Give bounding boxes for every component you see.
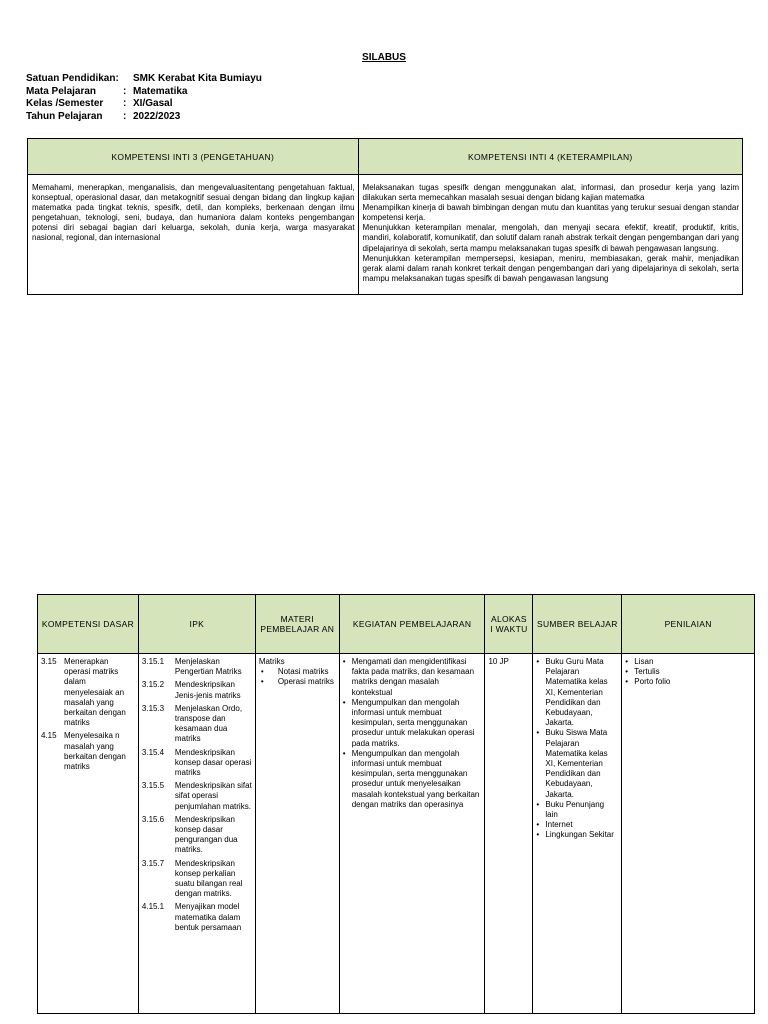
ki4-paragraph: Menampilkan kinerja di bawah bimbingan dengan mutu dan kuantitas yang terukur sesuai dengan standar kompetensi kerja.: [362, 203, 739, 223]
kegiatan-item: [343, 698, 482, 749]
bullet-icon: •: [536, 830, 540, 840]
ipk-number: 3.15.2: [141, 680, 165, 690]
sumber-item: [536, 800, 618, 820]
bullet-icon: •: [260, 677, 264, 687]
kompetensi-inti-table: [27, 138, 743, 295]
kd-number: 4.15: [41, 731, 57, 741]
meta-key: Mata Pelajaran: [26, 85, 97, 97]
bullet-icon: •: [625, 667, 629, 677]
penilaian-list: [625, 657, 751, 688]
sumber-item: [536, 728, 618, 799]
header-kegiatan: KEGIATAN PEMBELAJARAN: [339, 595, 485, 654]
bullet-icon: •: [260, 667, 264, 677]
meta-value: SMK Kerabat Kita Bumiayu: [133, 73, 262, 84]
penilaian-text: Tertulis: [634, 667, 660, 677]
ipk-item: [142, 859, 252, 900]
sumber-text: Internet: [545, 820, 573, 830]
ki4-paragraph: Melaksanakan tugas spesifk dengan menggunakan alat, informasi, dan prosedur kerja yang lazim dilakukan serta memecahkan masalah sesuai dengan bidang kajian matematka: [362, 183, 739, 203]
ipk-number: 4.15.1: [141, 902, 165, 912]
ipk-item: [142, 680, 252, 700]
document-meta: [26, 73, 262, 123]
document-title: SILABUS: [362, 52, 406, 63]
ipk-number: 3.15.1: [141, 657, 165, 666]
meta-colon: :: [123, 110, 127, 122]
alokasi-cell: [485, 654, 533, 1014]
header-alokasi: ALOKAS I WAKTU: [485, 595, 533, 654]
header-materi: MATERI PEMBELAJAR AN: [255, 595, 339, 654]
kegiatan-text: Mengamati dan mengidentifikasi fakta pada matriks, dan kesamaan matriks dengan masalah kontekstual: [351, 657, 475, 697]
penilaian-item: [625, 667, 751, 677]
meta-row-mapel: [26, 86, 262, 99]
kegiatan-text: Mengumpulkan dan mengolah informasi untuk membuat kesimpulan, serta menggunakan prosedur untuk menyelesaikan masalah kontekstual yang berkaitan dengan matriks dan operasinya: [351, 748, 480, 809]
ipk-number: 3.15.6: [141, 814, 165, 824]
ipk-item: [142, 704, 252, 745]
meta-colon: [123, 73, 133, 86]
kd-item: [41, 657, 135, 728]
materi-list: [259, 667, 336, 687]
header-kompetensi-dasar: KOMPETENSI DASAR: [38, 595, 139, 654]
kd-number: 3.15: [41, 657, 57, 666]
meta-colon: :: [123, 98, 127, 109]
ipk-item: [142, 657, 252, 677]
sumber-item: [536, 830, 618, 840]
ki4-paragraph: Menunjukkan keterampilan mempersepsi, kesiapan, meniru, membiasakan, gerak mahir, menjadikan gerak alami dalam ranah konkret terkait dengan pengembangan dari yang dipelajarinya di sekolah, serta mampu melaksanakan tugas spesifk di bawah pengawasan langsung: [362, 253, 739, 283]
ipk-text: Menjelaskan Ordo, transpose dan kesamaan dua matriks: [174, 703, 243, 744]
meta-value: 2022/2023: [133, 110, 181, 122]
ipk-cell: [138, 654, 255, 1014]
alokasi-value: 10 JP: [488, 657, 509, 666]
kd-cell: [38, 654, 139, 1014]
ki4-cell: [358, 175, 742, 295]
sumber-cell: [533, 654, 622, 1014]
ki3-cell: [28, 175, 359, 295]
meta-key: Kelas /Semester: [26, 98, 104, 109]
ipk-text: Mendeskripsikan konsep dasar operasi matriks: [174, 747, 252, 778]
bullet-icon: •: [536, 820, 540, 830]
ki4-paragraph: Menunjukkan keterampilan menalar, mengolah, dan menyaji secara efektif, kreatif, produktif, kritis, mandiri, kolaboratif, komunikatif, dan solutif dalam ranah abstrak terkait dengan pengembangan dari yang dipelajarinya di sekolah, serta mampu melaksanakan tugas spesifk di bawah pengawasan langsung.: [362, 223, 739, 253]
penilaian-text: Porto folio: [634, 677, 671, 687]
header-penilaian: PENILAIAN: [622, 595, 755, 654]
materi-item: [259, 667, 336, 677]
ipk-item: [142, 781, 252, 812]
sumber-text: Buku Guru Mata Pelajaran Matematika kelas XI, Kementerian Pendidikan dan Kebudayaan, Jakarta.: [545, 657, 608, 728]
bullet-icon: •: [625, 657, 629, 666]
materi-item: [259, 677, 336, 687]
ipk-text: Menyajikan model matematika dalam bentuk persamaan: [174, 902, 242, 932]
kd-item: [41, 731, 135, 772]
kegiatan-item: [343, 749, 482, 810]
penilaian-item: [625, 677, 751, 687]
kegiatan-item: [343, 657, 482, 698]
kd-text: Menerapkan operasi matriks dalam menyelesaiak an masalah yang berkaitan dengan matriks: [64, 657, 126, 728]
ipk-number: 3.15.4: [141, 747, 165, 757]
materi-item-text: Operasi matriks: [277, 677, 334, 687]
meta-row-kelas: [26, 98, 262, 111]
kompetensi-dasar-table: [37, 594, 755, 1014]
ipk-text: Mendeskripsikan konsep dasar pengurangan dua matriks.: [174, 814, 238, 855]
penilaian-text: Lisan: [634, 657, 654, 666]
header-sumber: SUMBER BELAJAR: [533, 595, 622, 654]
materi-item-text: Notasi matriks: [277, 667, 329, 677]
ki3-header: KOMPETENSI INTI 3 (PENGETAHUAN): [28, 139, 359, 175]
kegiatan-cell: [339, 654, 485, 1014]
ipk-number: 3.15.3: [141, 703, 165, 713]
penilaian-cell: [622, 654, 755, 1014]
ki4-header: KOMPETENSI INTI 4 (KETERAMPILAN): [358, 139, 742, 175]
meta-row-tahun: [26, 111, 262, 124]
bullet-icon: •: [342, 697, 346, 707]
penilaian-item: [625, 657, 751, 667]
meta-value: XI/Gasal: [133, 98, 173, 109]
sumber-text: Buku Siswa Mata Pelajaran Matematika kelas XI, Kementerian Pendidikan dan Kebudayaan, Jakarta.: [545, 728, 608, 799]
kegiatan-list: [343, 657, 482, 810]
sumber-item: [536, 820, 618, 830]
materi-cell: [255, 654, 339, 1014]
kegiatan-text: Mengumpulkan dan mengolah informasi untuk membuat kesimpulan, serta menggunakan prosedur untuk melakukan operasi pada matriks.: [351, 697, 475, 748]
bullet-icon: •: [536, 799, 540, 809]
materi-title: Matriks: [258, 657, 285, 666]
sumber-list: [536, 657, 618, 841]
ipk-item: [142, 815, 252, 856]
ipk-text: Mendeskripsikan konsep perkalian suatu bilangan real dengan matriks.: [174, 858, 243, 899]
sumber-text: Lingkungan Sekitar: [545, 830, 614, 840]
meta-row-satuan: [26, 73, 262, 86]
sumber-text: Buku Penunjang lain: [545, 799, 605, 820]
bullet-icon: •: [625, 677, 629, 687]
ipk-number: 3.15.7: [141, 858, 165, 868]
ipk-number: 3.15.5: [141, 781, 165, 791]
ipk-item: [142, 902, 252, 933]
meta-value: Matematika: [133, 85, 188, 97]
meta-key: Satuan Pendidikan:: [26, 73, 119, 84]
bullet-icon: •: [342, 748, 346, 758]
bullet-icon: •: [536, 657, 540, 666]
ki3-text: Memahami, menerapkan, menganalisis, dan mengevaluasitentang pengetahuan faktual, konseptual, operasional dasar, dan metakognitif sesuai dengan bidang dan lingkup kajian matematka pada tingkat teknis, spesifk, detil, dan kompleks, berkenaan dengan ilmu pengetahuan, teknologi, seni, budaya, dan humaniora dalam konteks pengembangan potensi diri sebagai bagian dari keluarga, sekolah, dunia kerja, warga masyarakat nasional, regional, dan internasional: [32, 183, 355, 243]
ipk-text: Menjelaskan Pengertian Matriks: [174, 657, 242, 677]
ipk-text: Mendeskripsikan sifat sifat operasi penjumlahan matriks.: [174, 781, 252, 811]
meta-key: Tahun Pelajaran: [26, 110, 103, 122]
ipk-item: [142, 748, 252, 779]
ipk-text: Mendeskripsikan Jenis-jenis matriks: [174, 680, 241, 700]
header-ipk: IPK: [138, 595, 255, 654]
bullet-icon: •: [342, 657, 346, 666]
bullet-icon: •: [536, 728, 540, 738]
kd-text: Menyelesaika n masalah yang berkaitan dengan matriks: [64, 731, 126, 772]
sumber-item: [536, 657, 618, 728]
meta-colon: :: [123, 85, 127, 97]
